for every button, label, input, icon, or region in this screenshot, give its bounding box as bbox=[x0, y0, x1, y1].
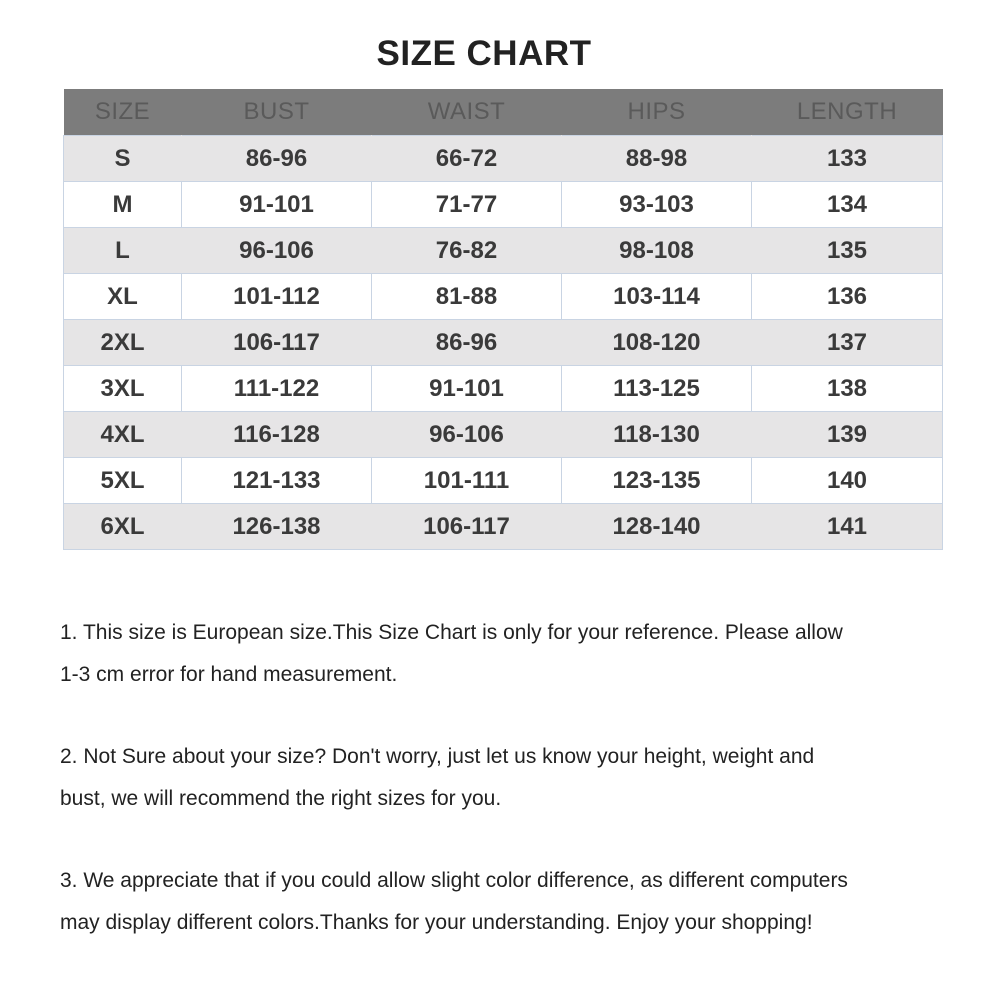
page-title: SIZE CHART bbox=[376, 34, 592, 73]
cell-length: 137 bbox=[752, 320, 943, 366]
table-row bbox=[64, 274, 943, 320]
cell-bust: 96-106 bbox=[182, 228, 372, 274]
cell-waist: 86-96 bbox=[372, 320, 562, 366]
cell-hips: 118-130 bbox=[562, 412, 752, 458]
cell-size: XL bbox=[64, 274, 182, 320]
cell-length: 135 bbox=[752, 228, 943, 274]
cell-size: M bbox=[64, 182, 182, 228]
cell-hips: 108-120 bbox=[562, 320, 752, 366]
cell-waist: 66-72 bbox=[372, 136, 562, 182]
cell-length: 141 bbox=[752, 504, 943, 550]
table-row bbox=[64, 412, 943, 458]
table-header-row bbox=[64, 89, 943, 136]
cell-waist: 81-88 bbox=[372, 274, 562, 320]
header-waist: WAIST bbox=[372, 89, 562, 136]
cell-waist: 91-101 bbox=[372, 366, 562, 412]
table-row bbox=[64, 228, 943, 274]
note-2-line-2: bust, we will recommend the right sizes for you. bbox=[60, 787, 502, 810]
size-chart-table bbox=[63, 89, 943, 550]
cell-size: 2XL bbox=[64, 320, 182, 366]
table-row bbox=[64, 320, 943, 366]
cell-bust: 116-128 bbox=[182, 412, 372, 458]
note-1-line-1: 1. This size is European size.This Size Chart is only for your reference. Please allow bbox=[60, 621, 843, 644]
cell-size: S bbox=[64, 136, 182, 182]
cell-waist: 76-82 bbox=[372, 228, 562, 274]
cell-hips: 93-103 bbox=[562, 182, 752, 228]
cell-length: 139 bbox=[752, 412, 943, 458]
cell-bust: 126-138 bbox=[182, 504, 372, 550]
cell-bust: 86-96 bbox=[182, 136, 372, 182]
cell-length: 134 bbox=[752, 182, 943, 228]
cell-hips: 98-108 bbox=[562, 228, 752, 274]
header-hips: HIPS bbox=[562, 89, 752, 136]
note-2-line-1: 2. Not Sure about your size? Don't worry, just let us know your height, weight and bbox=[60, 745, 815, 768]
cell-size: 4XL bbox=[64, 412, 182, 458]
cell-size: 5XL bbox=[64, 458, 182, 504]
cell-bust: 111-122 bbox=[182, 366, 372, 412]
table-row bbox=[64, 366, 943, 412]
cell-size: 3XL bbox=[64, 366, 182, 412]
cell-waist: 106-117 bbox=[372, 504, 562, 550]
cell-hips: 123-135 bbox=[562, 458, 752, 504]
cell-bust: 106-117 bbox=[182, 320, 372, 366]
cell-bust: 91-101 bbox=[182, 182, 372, 228]
table-row bbox=[64, 182, 943, 228]
cell-hips: 128-140 bbox=[562, 504, 752, 550]
note-1-line-2: 1-3 cm error for hand measurement. bbox=[60, 663, 398, 686]
cell-waist: 96-106 bbox=[372, 412, 562, 458]
header-size: SIZE bbox=[64, 89, 182, 136]
cell-size: 6XL bbox=[64, 504, 182, 550]
cell-length: 140 bbox=[752, 458, 943, 504]
note-3-line-1: 3. We appreciate that if you could allow slight color difference, as different computers bbox=[60, 869, 848, 892]
note-3-line-2: may display different colors.Thanks for your understanding. Enjoy your shopping! bbox=[60, 911, 813, 934]
cell-hips: 113-125 bbox=[562, 366, 752, 412]
cell-length: 136 bbox=[752, 274, 943, 320]
note-3 bbox=[60, 860, 970, 944]
cell-length: 133 bbox=[752, 136, 943, 182]
cell-size: L bbox=[64, 228, 182, 274]
cell-bust: 121-133 bbox=[182, 458, 372, 504]
table-row bbox=[64, 504, 943, 550]
table-row bbox=[64, 458, 943, 504]
cell-waist: 71-77 bbox=[372, 182, 562, 228]
table-row bbox=[64, 136, 943, 182]
cell-waist: 101-111 bbox=[372, 458, 562, 504]
cell-length: 138 bbox=[752, 366, 943, 412]
header-length: LENGTH bbox=[752, 89, 943, 136]
header-bust: BUST bbox=[182, 89, 372, 136]
cell-hips: 103-114 bbox=[562, 274, 752, 320]
cell-bust: 101-112 bbox=[182, 274, 372, 320]
note-2 bbox=[60, 736, 970, 820]
cell-hips: 88-98 bbox=[562, 136, 752, 182]
note-1 bbox=[60, 612, 970, 696]
notes-section bbox=[60, 612, 970, 984]
